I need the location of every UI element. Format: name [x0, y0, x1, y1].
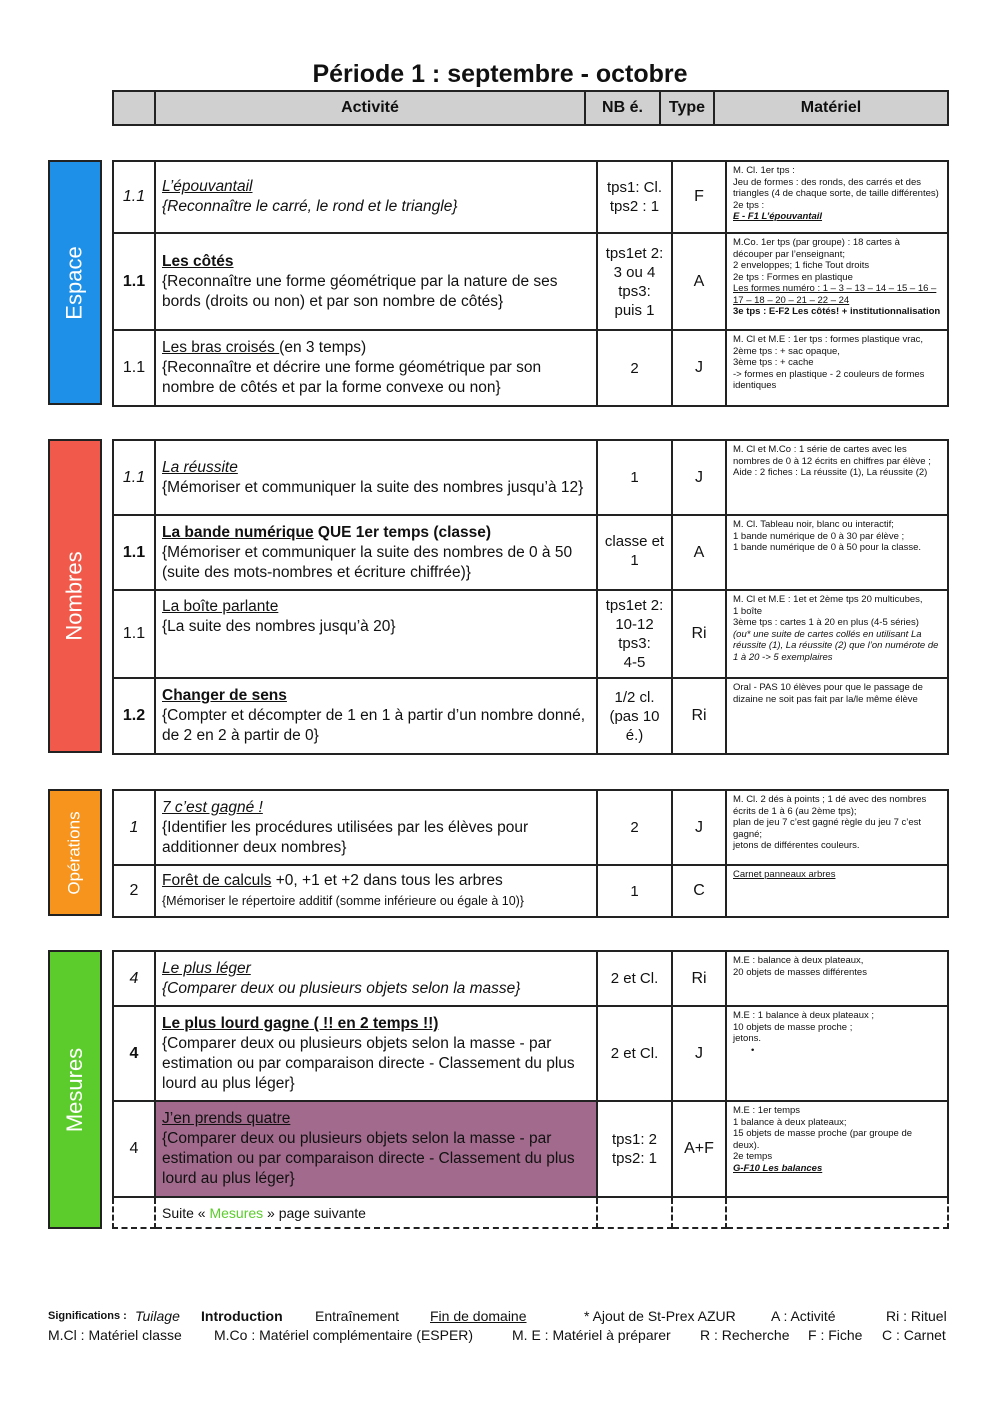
activity-title: La bande numérique — [162, 523, 314, 541]
nb-eleves: tps1et 2: 10-12 tps3: 4-5 — [597, 590, 672, 678]
header-type: Type — [660, 91, 714, 125]
section-label-espace: Espace — [48, 160, 102, 405]
table-row — [113, 678, 948, 754]
activity-type: J — [672, 440, 726, 515]
materiel-cell: M. Cl. 2 dés à points ; 1 dé avec des nombres écrits de 1 à 6 (au 2ème tps); plan de jeu 7 c’est gagné règle du jeu 7 c’est gagné; jetons de différentes couleurs. — [726, 790, 948, 865]
activity-number: 1.1 — [113, 515, 155, 590]
section-label-operations: Opérations — [48, 789, 102, 916]
section-table-mesures — [112, 950, 949, 1229]
section-table-espace — [112, 160, 949, 407]
nb-eleves: 2 et Cl. — [597, 951, 672, 1006]
activity-number: 1.2 — [113, 678, 155, 754]
activity-objective: {Identifier les procédures utilisées par les élèves pour additionner deux nombres} — [162, 818, 529, 856]
activity-objective: {Comparer deux ou plusieurs objets selon la masse} — [162, 979, 521, 997]
activity-number: 1.1 — [113, 161, 155, 233]
activity-cell: Forêt de calculs +0, +1 et +2 dans tous les arbres {Mémoriser le répertoire additif (somme inférieure ou égale à 10)} — [155, 865, 597, 917]
nb-eleves: classe et 1 — [597, 515, 672, 590]
header-nb: NB é. — [585, 91, 660, 125]
activity-objective: {Mémoriser le répertoire additif (somme inférieure ou égale à 10)} — [162, 894, 524, 908]
legend-introduction: Introduction — [201, 1308, 283, 1324]
materiel-cell: M. Cl et M.Co : 1 série de cartes avec les nombres de 0 à 12 écrits en chiffres par élève ; Aide : 2 fiches : La réussite (1), La réussite (2) — [726, 440, 948, 515]
activity-objective: {Mémoriser et communiquer la suite des nombres de 0 à 50 (suite des mots-nombres et écriture chiffrée)} — [162, 543, 573, 581]
table-row — [113, 440, 948, 515]
activity-objective: {La suite des nombres jusqu’à 20} — [162, 618, 396, 635]
materiel-cell: M. Cl. Tableau noir, blanc ou interactif; 1 bande numérique de 0 à 30 par élève ; 1 bande numérique de 0 à 50 pour la classe. — [726, 515, 948, 590]
activity-title: Le plus léger — [162, 959, 251, 977]
activity-title: J’en prends quatre — [162, 1110, 291, 1127]
nb-eleves: 1 — [597, 440, 672, 515]
materiel-cell: M. Cl. 1er tps : Jeu de formes : des ronds, des carrés et des triangles (4 de chaque sorte, de taille différentes) 2e tps : E - F1 L’épouvantail — [726, 161, 948, 233]
activity-cell — [155, 440, 597, 515]
legend-tuilage: Tuilage — [135, 1308, 180, 1324]
materiel-cell: Oral - PAS 10 élèves pour que le passage de dizaine ne soit pas fait par la/le même élève — [726, 678, 948, 754]
legend-fin-domaine: Fin de domaine — [430, 1308, 527, 1324]
page-title: Période 1 : septembre - octobre — [312, 60, 688, 88]
activity-objective: {Mémoriser et communiquer la suite des nombres jusqu’à 12} — [162, 478, 584, 496]
table-row — [113, 951, 948, 1006]
nb-eleves: tps1: 2 tps2: 1 — [597, 1101, 672, 1197]
activity-title: L’épouvantail — [162, 178, 253, 195]
activity-cell — [155, 233, 597, 330]
activity-objective: {Compter et décompter de 1 en 1 à partir d’un nombre donné, de 2 en 2 à partir de 0} — [162, 707, 586, 744]
activity-title: Forêt de calculs — [162, 872, 272, 889]
legend-rituel: Ri : Rituel — [886, 1308, 947, 1324]
legend-label: Significations : — [48, 1310, 127, 1322]
nb-eleves: tps1: Cl. tps2 : 1 — [597, 161, 672, 233]
activity-title: Le plus lourd gagne ( !! en 2 temps !!) — [162, 1014, 439, 1032]
section-label-mesures: Mesures — [48, 950, 102, 1229]
mesures-link-text: Mesures — [209, 1204, 264, 1221]
legend-entrainement: Entraînement — [315, 1308, 400, 1324]
activity-title: Les côtés — [162, 252, 234, 270]
activity-number: 1 — [113, 790, 155, 865]
table-row — [113, 161, 948, 233]
activity-number: 1.1 — [113, 440, 155, 515]
materiel-cell: M.E : 1 balance à deux plateaux ; 10 objets de masse proche ; jetons. • — [726, 1006, 948, 1101]
materiel-cell: M.E : 1er temps 1 balance à deux plateaux; 15 objets de masse proche (par groupe de deux). 2e temps G-F10 Les balances — [726, 1101, 948, 1197]
nb-eleves: tps1et 2: 3 ou 4 tps3: puis 1 — [597, 233, 672, 330]
table-row — [113, 233, 948, 330]
activity-number: 1.1 — [113, 590, 155, 678]
activity-objective: {Reconnaître une forme géométrique par la nature de ses bords (droits ou non) et par son nombre de côtés} — [162, 272, 558, 310]
table-row — [113, 330, 948, 406]
materiel-cell: Carnet panneaux arbres — [726, 865, 948, 917]
table-row — [113, 515, 948, 590]
activity-cell — [155, 951, 597, 1006]
activity-type: Ri — [672, 951, 726, 1006]
legend-carnet: C : Carnet — [882, 1327, 946, 1343]
table-row — [113, 590, 948, 678]
activity-number: 1.1 — [113, 233, 155, 330]
table-row — [113, 1006, 948, 1101]
activity-cell — [155, 1006, 597, 1101]
activity-number: 4 — [113, 951, 155, 1006]
activity-type: Ri — [672, 678, 726, 754]
activity-type: A+F — [672, 1101, 726, 1197]
header-num — [113, 91, 155, 125]
table-row — [113, 1197, 948, 1228]
activity-title: Changer de sens — [162, 687, 287, 704]
activity-title: La réussite — [162, 458, 238, 476]
section-table-nombres — [112, 439, 949, 755]
header-materiel: Matériel — [714, 91, 948, 125]
activity-number: 2 — [113, 865, 155, 917]
activity-title: 7 c’est gagné ! — [162, 798, 263, 816]
activity-cell — [155, 1101, 597, 1197]
nb-eleves: 1 — [597, 865, 672, 917]
activity-cell — [155, 678, 597, 754]
nb-eleves: 2 et Cl. — [597, 1006, 672, 1101]
activity-type: C — [672, 865, 726, 917]
activity-cell — [155, 790, 597, 865]
table-row — [113, 1101, 948, 1197]
activity-type: J — [672, 790, 726, 865]
activity-objective: {Reconnaître le carré, le rond et le triangle} — [162, 198, 458, 215]
activity-objective: {Reconnaître et décrire une forme géométrique par son nombre de côtés et par la forme convexe ou non} — [162, 359, 542, 396]
nb-eleves: 1/2 cl. (pas 10 é.) — [597, 678, 672, 754]
activity-type: F — [672, 161, 726, 233]
legend-mcl: M.Cl : Matériel classe — [48, 1327, 182, 1343]
table-row — [113, 790, 948, 865]
column-header — [112, 90, 949, 126]
materiel-cell: M.Co. 1er tps (par groupe) : 18 cartes à découper par l’enseignant; 2 enveloppes; 1 fiche Tout droits 2e tps : Formes en plastique Les formes numéro : 1 – 3 – 13 – 14 – 15 – 16 – 17 – 18 – 20 – 21 – 22 – 24 3e tps : E-F2 Les côtés! + institutionnalisation — [726, 233, 948, 330]
header-activite: Activité — [155, 91, 585, 125]
activity-number: 4 — [113, 1101, 155, 1197]
materiel-cell: M. Cl et M.E : 1et et 2ème tps 20 multicubes, 1 boîte 3ème tps : cartes 1 à 20 en plus (4-5 séries) (ou* une suite de cartes collés en utilisant La réussite (1), La réussite (2) que l’on numérote de 1 à 20 -> 5 exemplaires — [726, 590, 948, 678]
activity-objective: {Comparer deux ou plusieurs objets selon la masse - par estimation ou par comparaison directe - Classement du plus lourd au plus léger} — [162, 1034, 575, 1092]
legend-me: M. E : Matériel à préparer — [512, 1327, 671, 1343]
legend-mco: M.Co : Matériel complémentaire (ESPER) — [214, 1327, 474, 1343]
materiel-cell: M.E : balance à deux plateaux, 20 objets de masses différentes — [726, 951, 948, 1006]
legend-activite: A : Activité — [771, 1308, 836, 1324]
table-row — [113, 865, 948, 917]
section-label-nombres: Nombres — [48, 439, 102, 753]
legend-ajout: * Ajout de St-Prex AZUR — [584, 1308, 736, 1324]
activity-type: J — [672, 330, 726, 406]
activity-objective: {Comparer deux ou plusieurs objets selon la masse - par estimation ou par comparaison directe - Classement du plus lourd au plus léger} — [162, 1130, 575, 1187]
nb-eleves: 2 — [597, 330, 672, 406]
continuation-note: Suite « Mesures » page suivante — [155, 1197, 597, 1228]
activity-type: A — [672, 233, 726, 330]
activity-number: 4 — [113, 1006, 155, 1101]
activity-cell: La bande numérique QUE 1er temps (classe) {Mémoriser et communiquer la suite des nombres de 0 à 50 (suite des mots-nombres et écriture chiffrée)} — [155, 515, 597, 590]
activity-type: A — [672, 515, 726, 590]
activity-cell — [155, 161, 597, 233]
nb-eleves: 2 — [597, 790, 672, 865]
activity-type: Ri — [672, 590, 726, 678]
activity-number: 1.1 — [113, 330, 155, 406]
section-table-operations — [112, 789, 949, 918]
materiel-cell: M. Cl et M.E : 1er tps : formes plastique vrac, 2ème tps : + sac opaque, 3ème tps : + cache -> formes en plastique - 2 couleurs de formes identiques — [726, 330, 948, 406]
activity-cell: Les bras croisés (en 3 temps) {Reconnaître et décrire une forme géométrique par son nombre de côtés et par la forme convexe ou non} — [155, 330, 597, 406]
activity-title: Les bras croisés — [162, 339, 280, 356]
legend-fiche: F : Fiche — [808, 1327, 863, 1343]
activity-type: J — [672, 1006, 726, 1101]
activity-cell — [155, 590, 597, 678]
legend-recherche: R : Recherche — [700, 1327, 790, 1343]
activity-title: La boîte parlante — [162, 598, 279, 615]
